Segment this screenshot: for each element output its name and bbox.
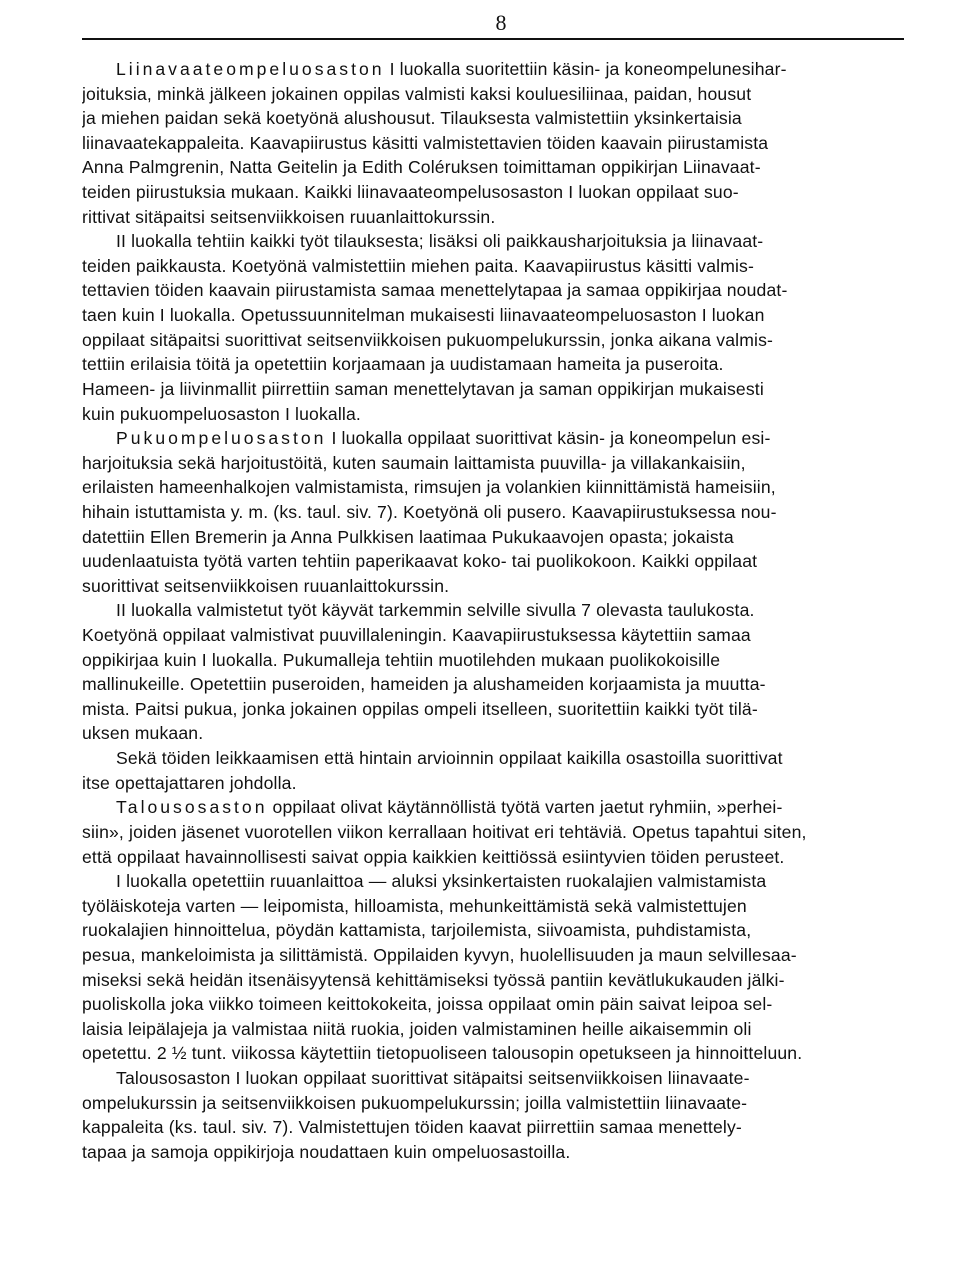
- text-line: [82, 131, 898, 156]
- text-line: [82, 1140, 898, 1165]
- line-text: liinavaatekappaleita. Kaavapiirustus käsitti valmistettavien töiden kaavain piirustamista: [82, 132, 769, 153]
- text-line: [82, 918, 898, 943]
- text-line: [82, 771, 898, 796]
- line-text: mista. Paitsi pukua, jonka jokainen oppilas ompeli itselleen, suoritettiin kaikki työt tilä-: [82, 698, 758, 719]
- line-text: taen kuin I luokalla. Opetussuunnitelman mukaisesti liinavaateompeluosaston I luokan: [82, 305, 765, 326]
- text-line: [82, 106, 898, 131]
- line-text: rittivat sitäpaitsi seitsenviikkoisen ruuanlaittokurssin.: [82, 206, 496, 227]
- line-text: miseksi sekä heidän itsenäisyytensä kehittämiseksi työssä pantiin kevätlukukauden jälki-: [82, 969, 785, 990]
- text-line: [82, 475, 898, 500]
- line-text: uksen mukaan.: [82, 723, 204, 744]
- line-text: joituksia, minkä jälkeen jokainen oppilas valmisti kaksi kouluesiliinaa, paidan, housut: [82, 83, 752, 104]
- line-text: opetettu. 2 ½ tunt. viikossa käytettiin tietopuoliseen talousopin opetukseen ja hinnoitteluun.: [82, 1043, 803, 1064]
- text-line: [82, 574, 898, 599]
- text-line: [82, 426, 898, 451]
- line-text: että oppilaat havainnollisesti saivat oppia kaikkien keittiössä esiintyvien töiden perusteet.: [82, 846, 785, 867]
- line-text: tettiin erilaisia töitä ja opetettiin korjaamaan ja uudistamaan hameita ja puseroita.: [82, 354, 724, 375]
- text-line: [82, 1115, 898, 1140]
- line-text: pesua, mankeloimista ja silittämistä. Oppilaiden kyvyn, huolellisuuden ja maun selvillesaa-: [82, 944, 797, 965]
- line-text: I luokalla opetettiin ruuanlaittoa — aluksi yksinkertaisten ruokalajien valmistamista: [116, 871, 767, 892]
- text-line: [82, 1017, 898, 1042]
- text-line: [82, 992, 898, 1017]
- section-heading: Liinavaateompeluosaston: [116, 59, 385, 79]
- text-line: [82, 598, 898, 623]
- text-line: [82, 697, 898, 722]
- text-line: [82, 549, 898, 574]
- text-line: [82, 943, 898, 968]
- line-text: Hameen- ja liivinmallit piirrettiin saman menettelytavan ja saman oppikirjan mukaisesti: [82, 378, 764, 399]
- line-text: ruokalajien hinnoittelua, pöydän kattamista, tarjoilemista, siivoamista, puhdistamista,: [82, 920, 752, 941]
- text-line: [82, 845, 898, 870]
- line-text: II luokalla tehtiin kaikki työt tilauksesta; lisäksi oli paikkausharjoituksia ja liinavaat-: [116, 231, 764, 252]
- text-line: [82, 500, 898, 525]
- line-text: tettavien töiden kaavain piirustamista samaa menettelytapaa ja samaa oppikirjaa noudat-: [82, 280, 788, 301]
- line-text: kuin pukuompeluosaston I luokalla.: [82, 403, 361, 424]
- line-text: laisia leipälajeja ja valmistaa niitä ruokia, joiden valmistaminen heille aikaisemmin oli: [82, 1018, 752, 1039]
- text-line: [82, 968, 898, 993]
- text-line: [82, 402, 898, 427]
- text-line: [82, 205, 898, 230]
- text-line: [82, 155, 898, 180]
- line-text: itse opettajattaren johdolla.: [82, 772, 297, 793]
- line-text: II luokalla valmistetut työt käyvät tarkemmin selville sivulla 7 olevasta taulukosta.: [116, 600, 755, 621]
- line-text: suorittivat seitsenviikkoisen ruuanlaittokurssin.: [82, 575, 450, 596]
- line-text: Koetyönä oppilaat valmistivat puuvillaleningin. Kaavapiirustuksessa käytettiin samaa: [82, 625, 751, 646]
- text-line: [82, 180, 898, 205]
- text-line: [82, 82, 898, 107]
- text-line: [82, 451, 898, 476]
- text-line: [82, 623, 898, 648]
- line-text: harjoituksia sekä harjoitustöitä, kuten saumain laittamista puuvilla- ja villakankaisiin,: [82, 452, 746, 473]
- text-line: [82, 278, 898, 303]
- line-text: mallinukeille. Opetettiin puseroiden, hameiden ja alushameiden korjaamista ja muutta-: [82, 674, 766, 695]
- line-text: uudenlaatuista työtä varten tehtiin paperikaavat koko- tai puolikokoon. Kaikki oppilaat: [82, 551, 758, 572]
- line-text: Talousosaston I luokan oppilaat suorittivat sitäpaitsi seitsenviikkoisen liinavaate-: [116, 1067, 750, 1088]
- text-line: [82, 328, 898, 353]
- line-text: erilaisten hameenhalkojen valmistamista, rimsujen ja volankien kiinnittämistä hameisiin,: [82, 477, 776, 498]
- line-text: tapaa ja samoja oppikirjoja noudattaen kuin ompeluosastoilla.: [82, 1141, 571, 1162]
- text-line: [82, 303, 898, 328]
- text-line: [82, 229, 898, 254]
- text-line: [82, 1091, 898, 1116]
- line-text: kappaleita (ks. taul. siv. 7). Valmistettujen töiden kaavat piirrettiin samaa menettely-: [82, 1117, 742, 1138]
- body-text: [82, 57, 898, 1164]
- text-line: [82, 746, 898, 771]
- page-number: 8: [495, 10, 507, 35]
- text-line: [82, 894, 898, 919]
- text-line: [82, 525, 898, 550]
- line-text: puoliskolla joka viikko toimeen keittokokeita, joissa oppilaat omin päin saivat leipoa sel-: [82, 994, 773, 1015]
- text-line: [82, 721, 898, 746]
- line-text: työläiskoteja varten — leipomista, hilloamista, mehunkeittämistä sekä valmistettujen: [82, 895, 747, 916]
- line-text: hihain istuttamista y. m. (ks. taul. siv. 7). Koetyönä oli pusero. Kaavapiirustuksessa nou-: [82, 501, 777, 522]
- line-text: Sekä töiden leikkaamisen että hintain arvioinnin oppilaat kaikilla osastoilla suorittivat: [116, 748, 783, 769]
- line-text: ja miehen paidan sekä koetyönä alushousut. Tilauksesta valmistettiin yksinkertaisia: [82, 108, 742, 129]
- line-text: oppilaat olivat käytännöllistä työtä varten jaetut ryhmiin, »perhei-: [267, 797, 783, 818]
- line-text: siin», joiden jäsenet vuorotellen viikon kerrallaan hoitivat eri tehtäviä. Opetus tapahtui siten,: [82, 821, 807, 842]
- line-text: I luokalla suoritettiin käsin- ja koneompelunesihar-: [384, 59, 787, 79]
- text-line: [82, 1066, 898, 1091]
- text-line: [82, 820, 898, 845]
- text-line: [82, 672, 898, 697]
- text-line: [82, 57, 898, 82]
- text-line: [82, 869, 898, 894]
- text-line: [82, 254, 898, 279]
- line-text: ompelukurssin ja seitsenviikkoisen pukuompelukurssin; joilla valmistettiin liinavaate-: [82, 1092, 748, 1113]
- text-line: [82, 377, 898, 402]
- line-text: teiden paikkausta. Koetyönä valmistettiin miehen paita. Kaavapiirustus käsitti valmis-: [82, 255, 755, 276]
- line-text: oppikirjaa kuin I luokalla. Pukumalleja tehtiin muotilehden mukaan puolikokoisille: [82, 649, 721, 670]
- section-heading: Talousosaston: [116, 797, 268, 818]
- line-text: oppilaat sitäpaitsi suorittivat seitsenviikkoisen pukuompelukurssin, jonka aikana valmis-: [82, 329, 774, 350]
- line-text: teiden piirustuksia mukaan. Kaikki liinavaateompelusosaston I luokan oppilaat suo-: [82, 182, 739, 203]
- text-line: [82, 648, 898, 673]
- header-rule: [82, 38, 904, 40]
- line-text: Anna Palmgrenin, Natta Geitelin ja Edith Coléruksen toimittaman oppikirjan Liinavaat-: [82, 157, 761, 178]
- text-line: [82, 352, 898, 377]
- text-line: [82, 1041, 898, 1066]
- text-line: [82, 795, 898, 820]
- line-text: datettiin Ellen Bremerin ja Anna Pulkkisen laatimaa Pukukaavojen opasta; jokaista: [82, 526, 734, 547]
- line-text: I luokalla oppilaat suorittivat käsin- ja koneompelun esi-: [326, 428, 771, 449]
- section-heading: Pukuompeluosaston: [116, 428, 327, 449]
